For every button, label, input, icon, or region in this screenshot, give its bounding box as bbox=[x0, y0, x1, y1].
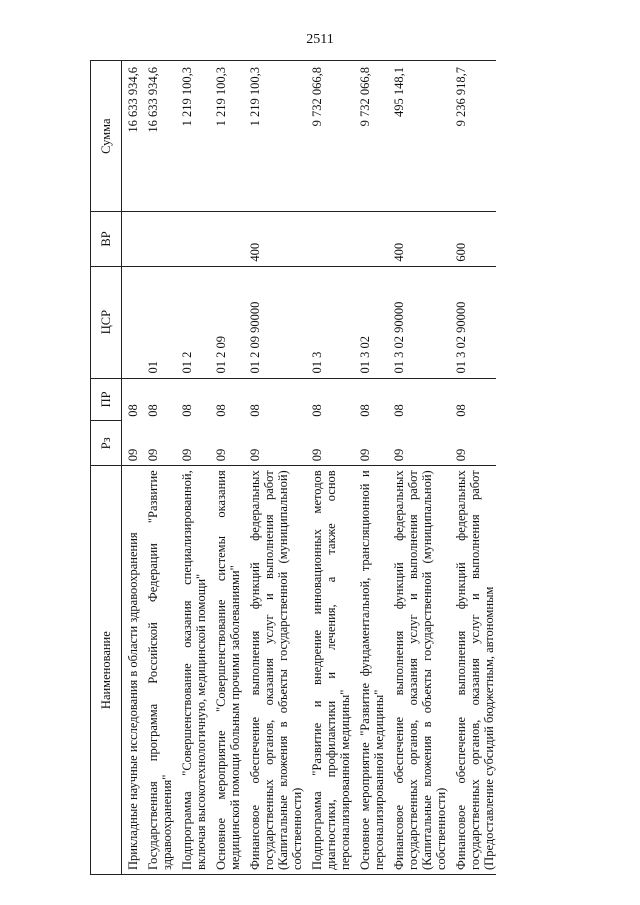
row-pr-cell: 08 bbox=[126, 404, 140, 417]
budget-table bbox=[90, 60, 496, 875]
row-vr-cell: 400 bbox=[386, 212, 448, 266]
row-vr-cell bbox=[174, 212, 208, 266]
table-row bbox=[140, 61, 174, 875]
row-rz-cell: 09 bbox=[122, 421, 141, 466]
table-row bbox=[174, 61, 208, 875]
table-row bbox=[242, 61, 304, 875]
row-vr-cell bbox=[140, 212, 174, 266]
table-row bbox=[122, 61, 141, 875]
row-csr-cell: 01 2 09 90000 bbox=[242, 266, 304, 378]
row-sum-cell: 16 633 934,6 bbox=[122, 61, 141, 212]
row-csr-cell: 01 3 02 90000 bbox=[448, 266, 496, 378]
row-rz-cell: 09 bbox=[304, 421, 352, 466]
row-name-cell: Финансовое обеспечение выполнения функций федеральных государственных органов, оказания услуг и выполнения работ (Капитальные вложения в объекты государственной (муниципальной) собственности) bbox=[386, 466, 448, 875]
row-rz-cell: 09 bbox=[242, 421, 304, 466]
row-vr-cell bbox=[304, 212, 352, 266]
header-rz: Рз bbox=[91, 421, 122, 466]
row-name-cell: Подпрограмма "Совершенствование оказания специализированной, включая высокотехнологичную, медицинской помощи" bbox=[174, 466, 208, 875]
row-csr-cell bbox=[122, 266, 141, 378]
table-row bbox=[352, 61, 386, 875]
row-sum-cell: 16 633 934,6 bbox=[140, 61, 174, 212]
row-rz-cell: 09 bbox=[140, 421, 174, 466]
row-vr-cell bbox=[208, 212, 242, 266]
row-pr-cell: 08 bbox=[146, 404, 160, 417]
row-name-cell: Основное мероприятие "Совершенствование системы оказания медицинской помощи больным прочими заболеваниями" bbox=[208, 466, 242, 875]
row-rz-cell: 09 bbox=[448, 421, 496, 466]
row-rz-cell: 09 bbox=[352, 421, 386, 466]
row-csr-cell: 01 3 02 90000 bbox=[386, 266, 448, 378]
row-pr-cell: 08 bbox=[214, 404, 228, 417]
row-rz-cell: 09 bbox=[208, 421, 242, 466]
row-pr-cell: 08 bbox=[454, 404, 468, 417]
row-pr-cell: 08 bbox=[358, 404, 372, 417]
row-name-cell: Финансовое обеспечение выполнения функций федеральных государственных органов, оказания услуг и выполнения работ (Капитальные вложения в объекты государственной (муниципальной) собственности) bbox=[242, 466, 304, 875]
header-csr: ЦСР bbox=[91, 266, 122, 378]
row-rz-cell: 09 bbox=[386, 421, 448, 466]
row-name-cell: Государственная программа Российской Федерации "Развитие здравоохранения" bbox=[140, 466, 174, 875]
table-body bbox=[122, 61, 497, 875]
header-vr: ВР bbox=[91, 212, 122, 266]
row-csr-cell: 01 3 bbox=[304, 266, 352, 378]
row-rz-cell: 09 bbox=[174, 421, 208, 466]
table-row bbox=[448, 61, 496, 875]
row-sum-cell: 9 236 918,7 bbox=[448, 61, 496, 212]
page-number: 2511 bbox=[306, 32, 334, 47]
row-vr-cell bbox=[352, 212, 386, 266]
row-vr-cell: 400 bbox=[242, 212, 304, 266]
row-sum-cell: 1 219 100,3 bbox=[242, 61, 304, 212]
table-row bbox=[386, 61, 448, 875]
table-header bbox=[91, 61, 122, 875]
row-sum-cell: 1 219 100,3 bbox=[174, 61, 208, 212]
table-row bbox=[208, 61, 242, 875]
row-sum-cell: 495 148,1 bbox=[386, 61, 448, 212]
rotated-table-area bbox=[90, 60, 577, 875]
row-name-cell: Финансовое обеспечение выполнения функций федеральных государственных органов, оказания услуг и выполнения работ (Предоставление субсидий бюджетным, автономным bbox=[448, 466, 496, 875]
row-pr-cell: 08 bbox=[248, 404, 262, 417]
table-row bbox=[304, 61, 352, 875]
row-csr-cell: 01 3 02 bbox=[352, 266, 386, 378]
header-name: Наименование bbox=[91, 466, 122, 875]
row-vr-cell bbox=[122, 212, 141, 266]
row-csr-cell: 01 2 09 bbox=[208, 266, 242, 378]
header-row bbox=[91, 61, 122, 875]
row-sum-cell: 9 732 066,8 bbox=[352, 61, 386, 212]
row-csr-cell: 01 2 bbox=[174, 266, 208, 378]
row-name-cell: Прикладные научные исследования в области здравоохранения bbox=[122, 466, 141, 875]
row-name-cell: Подпрограмма "Развитие и внедрение инновационных методов диагностики, профилактики и лечения, а также основ персонализированной медицины" bbox=[304, 466, 352, 875]
row-csr-cell: 01 bbox=[140, 266, 174, 378]
row-pr-cell: 08 bbox=[310, 404, 324, 417]
row-name-cell: Основное мероприятие "Развитие фундаментальной, трансляционной и персонализированной медицины" bbox=[352, 466, 386, 875]
header-pr: ПР bbox=[91, 378, 122, 421]
header-sum: Сумма bbox=[91, 61, 122, 212]
row-vr-cell: 600 bbox=[448, 212, 496, 266]
row-sum-cell: 9 732 066,8 bbox=[304, 61, 352, 212]
row-pr-cell: 08 bbox=[392, 404, 406, 417]
row-sum-cell: 1 219 100,3 bbox=[208, 61, 242, 212]
row-pr-cell: 08 bbox=[180, 404, 194, 417]
